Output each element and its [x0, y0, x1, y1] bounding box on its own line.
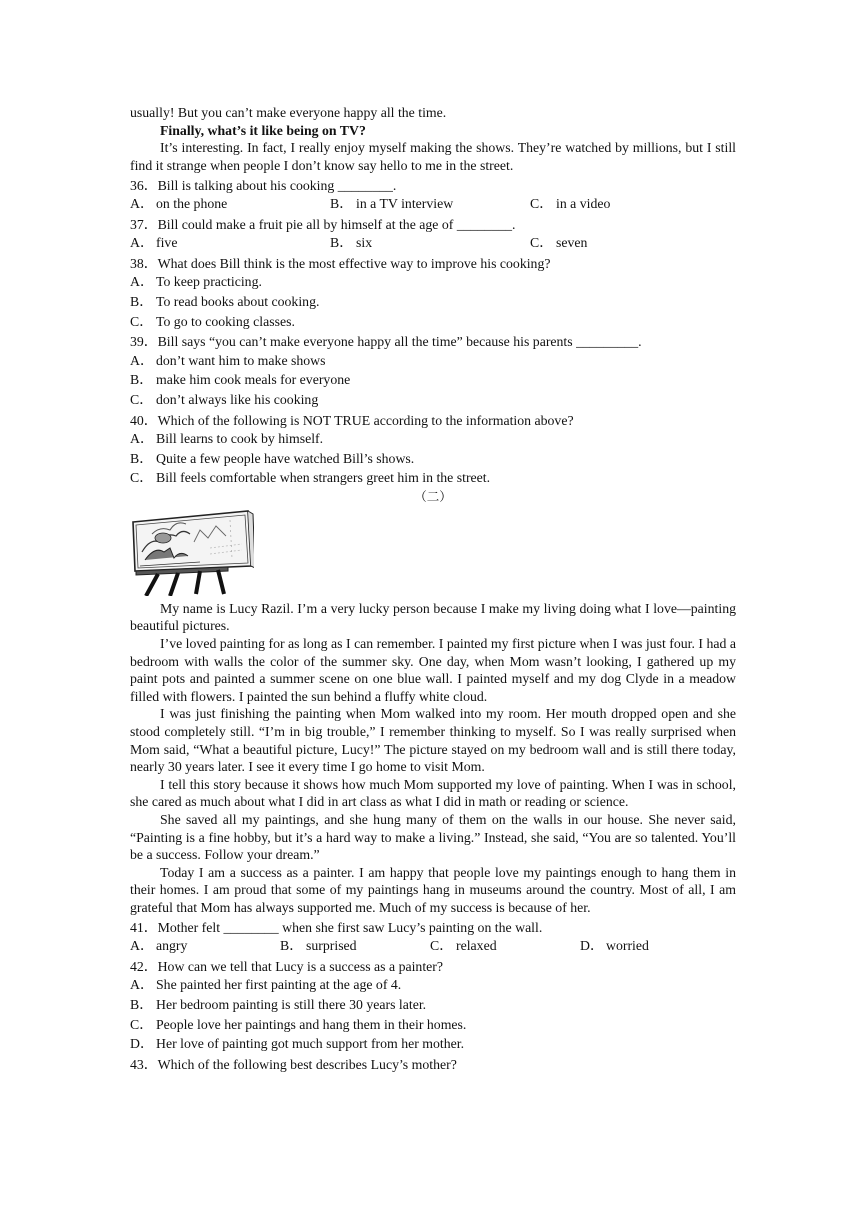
option-text: in a TV interview	[356, 195, 454, 211]
option-text: To keep practicing.	[156, 274, 262, 290]
answer-option	[330, 194, 530, 214]
answer-option	[130, 390, 736, 410]
option-label: B．	[280, 938, 303, 954]
answer-option	[130, 1015, 736, 1035]
answer-option	[130, 1034, 736, 1054]
option-label: A．	[130, 235, 154, 251]
answer-options-row	[130, 194, 736, 214]
option-label: A．	[130, 274, 154, 290]
answer-option	[130, 312, 736, 332]
question-block-1	[130, 177, 736, 488]
question-stem: 42．How can we tell that Lucy is a success as a painter?	[130, 958, 444, 974]
option-label: B．	[330, 195, 353, 211]
option-text: six	[356, 235, 373, 251]
intro-continuation: usually! But you can’t make everyone happy all the time.	[130, 105, 447, 120]
interview-answer: It’s interesting. In fact, I really enjoy myself making the shows. They’re watched by millions, but I still find it strange when people I don’t know say hello to me in the street.	[130, 140, 736, 173]
option-label: C．	[130, 313, 153, 329]
option-label: C．	[530, 195, 553, 211]
answer-option	[430, 936, 580, 956]
option-text: on the phone	[156, 195, 228, 211]
option-label: D．	[130, 1036, 154, 1052]
answer-option	[130, 936, 280, 956]
passage-paragraph: She saved all my paintings, and she hung many of them on the walls in our house. She never said, “Painting is a fine hobby, but it’s a hard way to make a living.” Instead, she said, “You are so talented. You’ll be a success. Follow your dream.”	[130, 812, 736, 863]
answer-option	[130, 995, 736, 1015]
answer-option	[130, 233, 330, 253]
option-label: C．	[430, 938, 453, 954]
question-stem: 43．Which of the following best describes Lucy’s mother?	[130, 1056, 457, 1072]
easel-painting-illustration	[130, 508, 254, 596]
answer-option	[330, 233, 530, 253]
option-label: C．	[530, 235, 553, 251]
option-text: don’t always like his cooking	[156, 391, 319, 407]
option-text: surprised	[306, 938, 357, 954]
option-label: A．	[130, 352, 154, 368]
option-text: don’t want him to make shows	[156, 352, 326, 368]
passage-paragraph: Today I am a success as a painter. I am happy that people love my paintings enough to hang them in their homes. I am proud that some of my paintings hang in museums around the country. Most of all, I am grateful that Mom has always supported me. Much of my success is because of her.	[130, 864, 736, 915]
question-block-2	[130, 919, 736, 1074]
answer-option	[130, 449, 736, 469]
answer-option	[530, 233, 730, 253]
option-label: A．	[130, 977, 154, 993]
option-text: make him cook meals for everyone	[156, 372, 351, 388]
answer-option	[130, 370, 736, 390]
option-label: D．	[580, 938, 604, 954]
option-label: A．	[130, 431, 154, 447]
option-text: relaxed	[456, 938, 497, 954]
answer-option	[130, 351, 736, 371]
document-page	[130, 104, 736, 1073]
option-label: B．	[130, 450, 153, 466]
option-label: B．	[130, 293, 153, 309]
question-stem: 40．Which of the following is NOT TRUE according to the information above?	[130, 412, 574, 428]
interview-heading: Finally, what’s it like being on TV?	[160, 122, 366, 138]
option-text: Her love of painting got much support from her mother.	[156, 1036, 465, 1052]
question-stem: 39．Bill says “you can’t make everyone happy all the time” because his parents _________.	[130, 334, 642, 350]
passage-paragraph: I’ve loved painting for as long as I can remember. I painted my first picture when I was just four. I had a bedroom with walls the color of the summer sky. One day, when Mom wasn’t looking, I gathered up my paint pots and painted a summer scene on one blue wall. I painted myself and my dog Clyde in a meadow filled with flowers. I painted the sun behind a fluffy white cloud.	[130, 636, 736, 704]
answer-option	[130, 468, 736, 488]
reading-passage	[130, 600, 736, 917]
option-label: C．	[130, 470, 153, 486]
answer-option	[280, 936, 430, 956]
section-mark: （二）	[414, 489, 452, 504]
answer-option	[130, 292, 736, 312]
option-text: To go to cooking classes.	[156, 313, 295, 329]
option-text: Bill feels comfortable when strangers greet him in the street.	[156, 470, 491, 486]
option-text: Quite a few people have watched Bill’s shows.	[156, 450, 415, 466]
option-label: A．	[130, 938, 154, 954]
answer-option	[130, 975, 736, 995]
answer-option	[130, 194, 330, 214]
option-text: in a video	[556, 195, 611, 211]
option-label: C．	[130, 391, 153, 407]
option-text: To read books about cooking.	[156, 293, 320, 309]
option-text: seven	[556, 235, 588, 251]
answer-options-row	[130, 233, 736, 253]
easel-icon	[130, 508, 254, 596]
option-text: worried	[606, 938, 649, 954]
answer-option	[130, 429, 736, 449]
option-text: Bill learns to cook by himself.	[156, 431, 324, 447]
option-label: A．	[130, 195, 154, 211]
answer-option	[530, 194, 730, 214]
option-text: five	[156, 235, 178, 251]
question-stem: 38．What does Bill think is the most effective way to improve his cooking?	[130, 255, 551, 271]
option-text: Her bedroom painting is still there 30 years later.	[156, 996, 427, 1012]
passage-paragraph: My name is Lucy Razil. I’m a very lucky person because I make my living doing what I love—painting beautiful pictures.	[130, 600, 736, 634]
passage-paragraph: I tell this story because it shows how much Mom supported my love of painting. When I was in school, she cared as much about what I did in art class as what I did in math or reading or science.	[130, 776, 736, 810]
option-label: B．	[130, 372, 153, 388]
question-stem: 37．Bill could make a fruit pie all by himself at the age of ________.	[130, 216, 516, 232]
option-text: People love her paintings and hang them in their homes.	[156, 1016, 467, 1032]
option-label: B．	[330, 235, 353, 251]
option-label: B．	[130, 996, 153, 1012]
option-text: She painted her first painting at the age of 4.	[156, 977, 402, 993]
question-stem: 41．Mother felt ________ when she first saw Lucy’s painting on the wall.	[130, 919, 543, 935]
answer-option	[130, 272, 736, 292]
question-stem: 36．Bill is talking about his cooking ________.	[130, 177, 397, 193]
option-label: C．	[130, 1016, 153, 1032]
option-text: angry	[156, 938, 188, 954]
answer-options-row	[130, 936, 736, 956]
answer-option	[580, 936, 730, 956]
passage-paragraph: I was just finishing the painting when Mom walked into my room. Her mouth dropped open and she stood completely still. “I’m in big trouble,” I remember thinking to myself. So I was really surprised when Mom said, “What a beautiful picture, Lucy!” The picture stayed on my bedroom wall and is still there today, nearly 30 years later. I see it every time I go home to visit Mom.	[130, 706, 736, 775]
